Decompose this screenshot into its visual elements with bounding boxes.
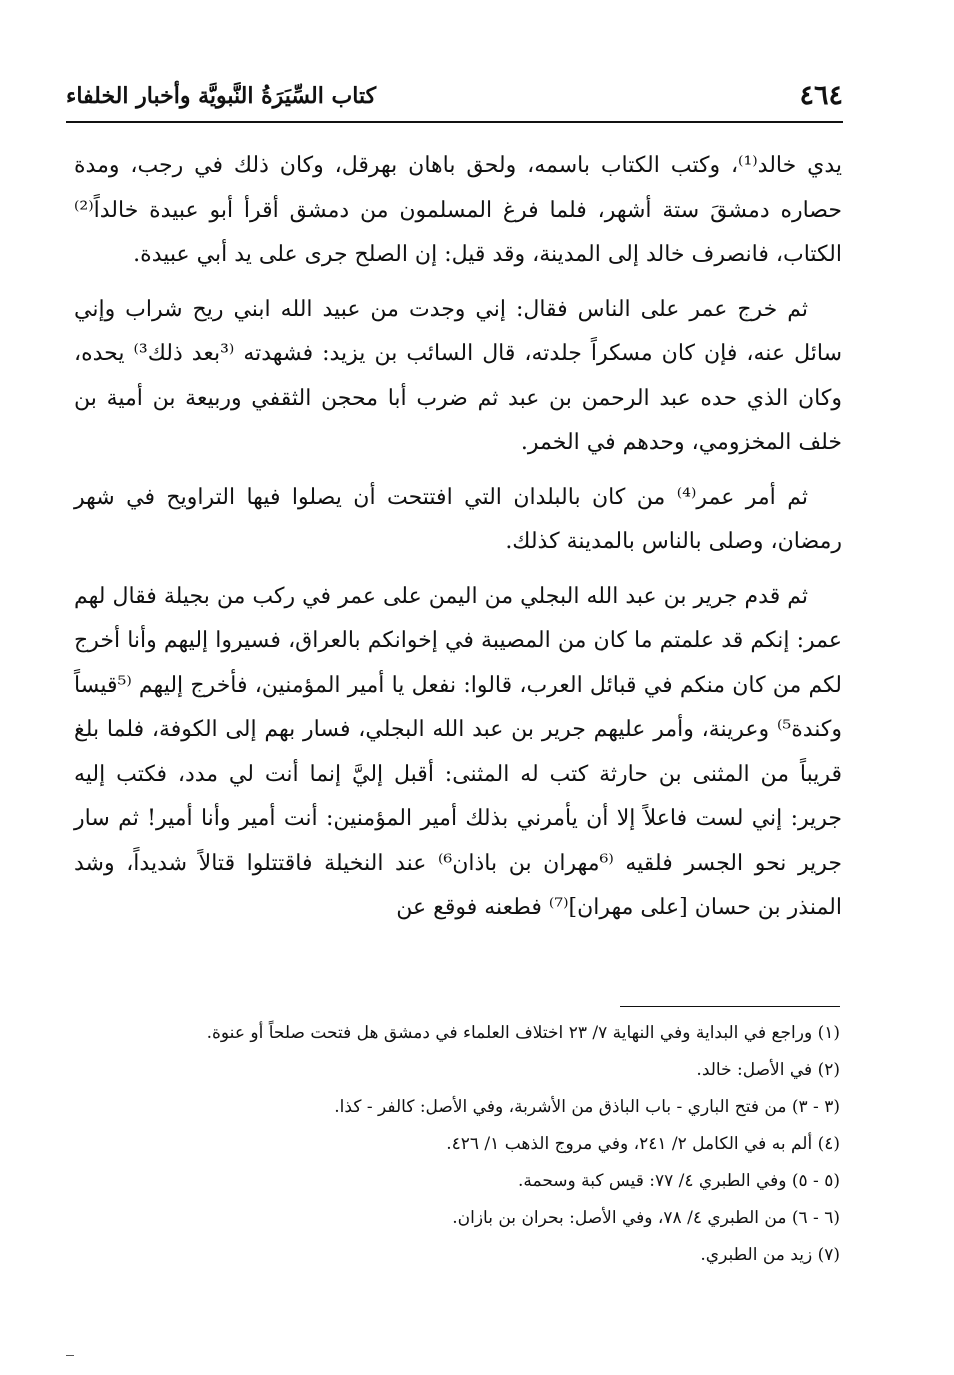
footnote-1: (١) وراجع في البداية وفي النهاية ٧/ ٢٣ اختلاف العلماء في دمشق هل فتحت صلحاً أو عنوة. [206,1023,840,1043]
running-title: كتاب السِّيَرَةُ النَّبويَّة وأخبار الخلفاء [66,83,377,109]
footnote-5: (٥ - ٥) وفي الطبري ٤/ ٧٧: قيس كبة وسحمة. [517,1171,840,1191]
scan-mark [66,1355,74,1356]
footnote-4: (٤) ألم به في الكامل ٢/ ٢٤١، وفي مروج الذهب ١/ ٤٢٦. [446,1134,840,1154]
footnote-2: (٢) في الأصل: خالد. [696,1060,840,1080]
footnote-3: (٣ - ٣) من فتح الباري - باب الباذق من الأشربة، وفي الأصل: كالفر - كذا. [334,1097,840,1117]
page-number: ٤٦٤ [799,80,843,111]
footnote-divider [620,1006,840,1007]
paragraph-1: يدي خالد⁽¹⁾، وكتب الكتاب باسمه، ولحق باهان بهرقل، وكان ذلك في رجب، ومدة حصاره دمشقَ ستة أشهر، فلما فرغ المسلمون من دمشق أقرأ أبو عبيدة خالداً⁽²⁾ الكتاب، فانصرف خالد إلى المدينة، وقد قيل: إن الصلح جرى على يد أبي عبيدة. [74,153,843,267]
main-text [74,144,842,941]
paragraph-2: ثم خرج عمر على الناس فقال: إني وجدت من عبيد الله ابني ريح شراب وإني سائل عنه، فإن كان مسكراً جلدته، قال السائب بن يزيد: فشهدته ⁽³بعد ذلك³⁾ يحده، وكان الذي حده عبد الرحمن بن عبد ثم ضرب أبا محجن الثقفي وربيعة بن أمية بن خلف المخزومي، وحدهم في الخمر. [74,296,842,455]
footnotes [120,1015,840,1274]
page-header [66,78,843,118]
header-rule [66,121,843,123]
paragraph-3: ثم أمر عمر⁽⁴⁾ من كان بالبلدان التي افتتحت أن يصلوا فيها التراويح في شهر رمضان، وصلى بالناس بالمدينة كذلك. [74,484,842,554]
footnote-6: (٦ - ٦) من الطبري ٤/ ٧٨، وفي الأصل: بحران بن بازان. [452,1208,840,1228]
footnote-7: (٧) زيد من الطبري. [700,1245,840,1265]
paragraph-4: ثم قدم جرير بن عبد الله البجلي من اليمن على عمر في ركب من بجيلة فقال لهم عمر: إنكم قد علمتم ما كان من المصيبة في إخوانكم بالعراق، فسيروا إليهم وأنا أخرج لكم من كان منكم في قبائل العرب، قالوا: نفعل يا أمير المؤمنين، فأخرج إليهم ⁽⁵قيساً وكندة⁵⁾ وعرينة، وأمر عليهم جرير بن عبد الله البجلي، فسار بهم إلى الكوفة، فلما بلغ قريباً من المثنى بن حارثة كتب له المثنى: أقبل إليَّ إنما أنت لي مدد، فكتب إليه جرير: إني لست فاعلاً إلا أن يأمرني بذلك أمير المؤمنين: أنت أمير وأنا أمير! ثم سار جرير نحو الجسر فلقيه ⁽⁶مهران بن باذان⁶⁾ عند النخيلة فاقتتلوا قتالاً شديداً، وشد المنذر بن حسان [على مهران]⁽⁷⁾ فطعنه فوقع عن [74,583,842,920]
